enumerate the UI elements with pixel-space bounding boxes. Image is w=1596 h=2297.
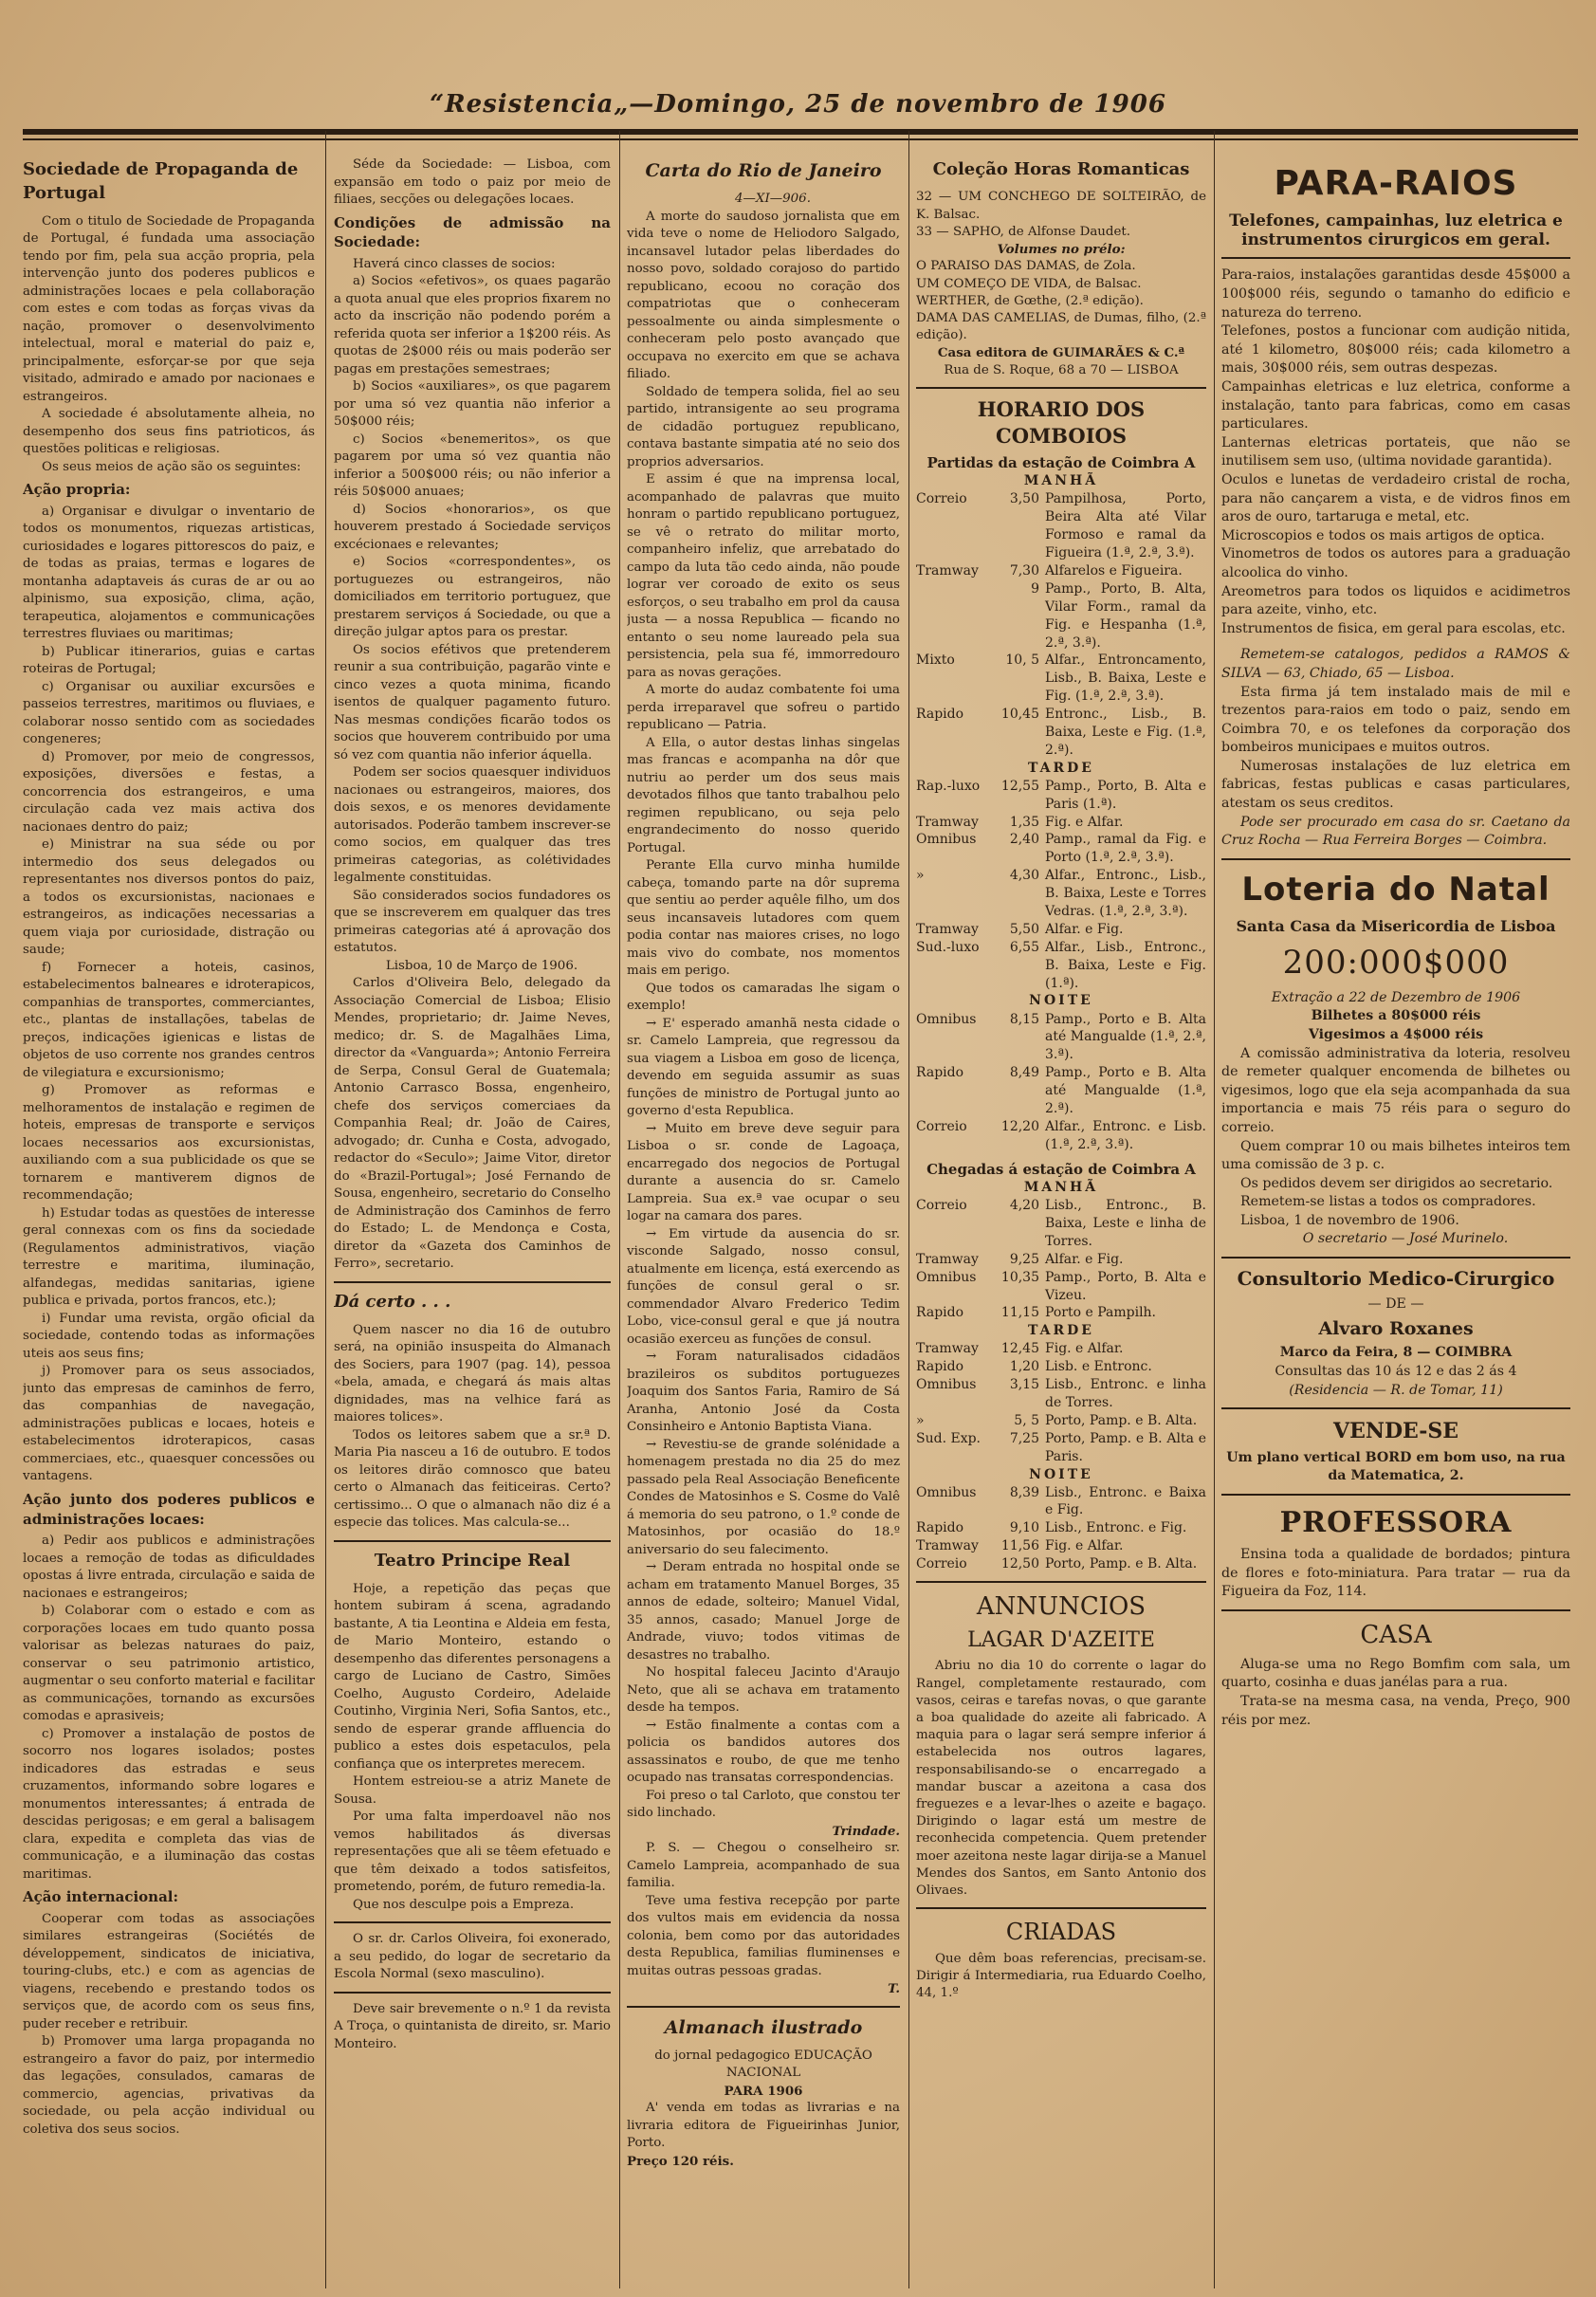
paragraph: g) Promover as reformas e melhoramentos de instalação e regimen de hoteis, empresas de transporte e serviços locaes necessarios aos excursionistas, auxiliando com a sua publicidade os que se tornarem e mantiverem dignos de recommendação; bbox=[23, 1083, 315, 1204]
timetable-row bbox=[916, 1376, 1206, 1412]
timetable-row bbox=[916, 1537, 1206, 1555]
ad-text: Ensina toda a qualidade de bordados; pintura de flores e foto-miniatura. Para tratar — rua da Figueira da Foz, 114. bbox=[1221, 1547, 1570, 1600]
train-time: 9 bbox=[1031, 580, 1039, 597]
train-time: 12,55 bbox=[1000, 778, 1039, 794]
paragraph: A morte do audaz combatente foi uma perda irreparavel que sofreu o partido republicano — Patria. bbox=[627, 683, 900, 733]
timetable-row bbox=[916, 706, 1206, 760]
paragraph: e) Socios «correspondentes», os portuguezes ou estrangeiros, não domiciliados em territorio portuguez, que prestarem serviços á Sociedade, ou que a direção julgar aptos para os prestar. bbox=[334, 555, 611, 640]
timetable-row bbox=[916, 652, 1206, 706]
ad-text: A comissão administrativa da loteria, resolveu de remeter qualquer encomenda de bilhetes ou vigesimos, logo que ela seja acompanhada da sua importancia e mais 75 réis para o seguro do correio. bbox=[1221, 1045, 1570, 1135]
train-time: 10,45 bbox=[1000, 707, 1039, 723]
list-item: DAMA DAS CAMELIAS, de Dumas, filho, (2.ª edição). bbox=[916, 311, 1206, 343]
paragraph: Com o titulo de Sociedade de Propaganda de Portugal, é fundada uma associação tendo por fim, pela sua acção propria, pela intervenção junto dos poderes publicos e administrações locaes e pela collaboração com estes e com todas as forças vivas da nação, promover o desenvolvimento intelectual, moral e material do paiz e, principalmente, esforçar-se por que seja visitado, admirado e amado por nacionaes e estrangeiros. bbox=[23, 213, 315, 404]
train-type: Sud. Exp. bbox=[916, 1430, 981, 1446]
ad-text: Marco da Feira, 8 — COIMBRA bbox=[1279, 1345, 1513, 1361]
train-type bbox=[916, 580, 984, 652]
paragraph: Cooperar com todas as associações similares estrangeiras (Sociétés de développement, sindicatos de iniciativa, touring-clubs, etc.) e com as agencias de viagens, recebendo e prestando todos os serviços que, de acordo com os seus fins, puder receber e retribuir. bbox=[23, 1911, 315, 2031]
train-route: Alfar. e Fig. bbox=[1045, 1251, 1124, 1267]
train-route: Pamp., Porto, B. Alta e Vizeu. bbox=[1045, 1269, 1206, 1303]
train-time: 12,45 bbox=[1000, 1341, 1039, 1357]
paragraph: Hontem estreiou-se a atriz Manete de Sousa. bbox=[334, 1774, 611, 1807]
subheading: Volumes no prélo: bbox=[997, 242, 1126, 258]
masthead-rule bbox=[23, 129, 1578, 135]
section-heading: Condições de admissão na Sociedade: bbox=[334, 213, 611, 251]
paragraph: → E' esperado amanhã nesta cidade o sr. Camelo Lampreia, que regressou da sua viagem a Lisboa em goso de licença, devendo em seguida assumir as suas funções de ministro de Portugal junto ao governo d'esta Republica. bbox=[627, 1016, 900, 1119]
train-type: Rapido bbox=[916, 1305, 964, 1321]
train-route: Pamp., ramal da Fig. e Porto (1.ª, 2.ª, 3.ª). bbox=[1045, 832, 1206, 866]
timetable-departures-night bbox=[916, 1011, 1206, 1154]
train-route: Fig. e Alfar. bbox=[1045, 814, 1124, 830]
paragraph: Que nos desculpe pois a Empreza. bbox=[353, 1897, 575, 1912]
separator bbox=[334, 1992, 611, 1994]
timetable-departures-afternoon bbox=[916, 778, 1206, 993]
train-type: Rap.-luxo bbox=[916, 778, 981, 794]
paragraph: i) Fundar uma revista, orgão oficial da sociedade, contendo todas as informações uteis aos seus fins; bbox=[23, 1311, 315, 1361]
train-type: Sud.-luxo bbox=[916, 939, 980, 955]
ad-text: Remetem-se listas a todos os compradores. bbox=[1240, 1194, 1536, 1210]
paragraph: Séde da Sociedade: — Lisboa, com expansão em todo o paiz por meio de filiaes, secções ou delegações locaes. bbox=[334, 157, 611, 207]
paragraph: E assim é que na imprensa local, acompanhado de palavras que muito honram o partido republicano portuguez, se vê o retrato do militar morto, companheiro infeliz, que arrebatado do campo da luta tão cedo ainda, não poude lograr ver coroado de exito os seus esforços, o seu trabalho em prol da causa justa — a nossa Republica — ficando no entanto o seu nome laureado pela sua persistencia, pela sua fé, immorredouro para as novas gerações. bbox=[627, 472, 900, 680]
train-time: 3,15 bbox=[1009, 1377, 1039, 1393]
paragraph: a) Organisar e divulgar o inventario de todos os monumentos, riquezas artisticas, curiosidades e logares pittorescos do paiz, e de todas as praias, termas e logares de montanha adaptaveis ás curas de ar ou ao alpinismo, sua exposição, clima, ação, terapeutica, alojamentos e communicações terrestres fluviaes ou maritimas; bbox=[23, 504, 315, 642]
ad-subtitle: Santa Casa da Misericordia de Lisboa bbox=[1236, 916, 1556, 935]
masthead: “Resistencia„—Domingo, 25 de novembro de 1906 bbox=[430, 90, 1166, 119]
section-title: ANNUNCIOS bbox=[976, 1592, 1147, 1622]
timetable-row bbox=[916, 490, 1206, 562]
paragraph: Soldado de tempera solida, fiel ao seu partido, intransigente ao seu programa de cidadão portuguez republicano, contava bastante simpatia até no seio dos proprios adversarios. bbox=[627, 384, 900, 469]
train-time: 7,25 bbox=[1009, 1430, 1039, 1446]
paragraph: → Revestiu-se de grande solénidade a homenagem prestada no dia 25 do mez passado pela Real Associação Beneficente Condes de Matosinhos e S. Cosme do Valê á memoria do seu patrono, o 1.º conde de Matosinhos, por ocasião do 18.º aniversario do seu falecimento. bbox=[627, 1437, 900, 1557]
train-time: 4,30 bbox=[1009, 868, 1039, 884]
paragraph: → Foram naturalisados cidadãos brazileiros os subditos portuguezes Joaquim dos Santos Faria, Ramiro de Sá Aranha, Antonio José da Costa Consinheiro e Antonio Baptista Viana. bbox=[627, 1350, 900, 1435]
timetable-row bbox=[916, 1269, 1206, 1305]
timetable-row bbox=[916, 939, 1206, 993]
paragraph: d) Promover, por meio de congressos, exposições, diversões e festas, a concorrencia dos estrangeiros, e uma circulação cada vez mais activa dos nacionaes dentro do paiz; bbox=[23, 749, 315, 835]
price: Vigesimos a 4$000 réis bbox=[1308, 1026, 1484, 1042]
timetable-title: HORARIO DOS COMBOIOS bbox=[977, 396, 1146, 449]
train-route: Alfar., Entronc. e Lisb. (1.ª, 2.ª, 3.ª). bbox=[1045, 1118, 1206, 1152]
list-item: UM COMEÇO DE VIDA, de Balsac. bbox=[916, 276, 1142, 291]
train-route: Alfar. e Fig. bbox=[1045, 921, 1124, 937]
train-route: Alfar., Lisb., Entronc., B. Baixa, Leste e Fig. (1.ª). bbox=[1045, 939, 1206, 991]
timetable-arrivals-afternoon bbox=[916, 1340, 1206, 1465]
paragraph: Todos os leitores sabem que a sr.ª D. Maria Pia nasceu a 16 de outubro. E todos os leitores dirão comnosco que bateu certo o Almanach das feiticeiras. Certo? certissimo... O que o almanach não diz é a especie das tolices. Mas calcula-se... bbox=[334, 1427, 611, 1531]
timetable-row bbox=[916, 814, 1206, 832]
paragraph: Os socios efétivos que pretenderem reunir a sua contribuição, pagarão vinte e cinco vezes a quota minima, ficando isentos de qualquer pagamento futuro. Nas mesmas condições ficarão todos os socios que houverem contribuido por uma só vez com quantia não inferior áquella. bbox=[334, 642, 611, 763]
train-time: 5,50 bbox=[1009, 921, 1039, 937]
paragraph: b) Socios «auxiliares», os que pagarem por uma só vez quantia não inferior a 50$000 réis; bbox=[334, 379, 611, 430]
ad-text: Pode ser procurado em casa do sr. Caetano da Cruz Rocha — Rua Ferreira Borges — Coimbra. bbox=[1221, 814, 1570, 849]
period-label: NOITE bbox=[1029, 1466, 1093, 1482]
train-time: 1,20 bbox=[1009, 1359, 1039, 1375]
column-divider bbox=[325, 131, 326, 2288]
timetable-row bbox=[916, 831, 1206, 867]
train-route: Porto, Pamp. e B. Alta. bbox=[1045, 1412, 1198, 1428]
publisher: Casa editora de GUIMARÃES & C.ª bbox=[937, 345, 1185, 361]
paragraph: → Deram entrada no hospital onde se acham em tratamento Manuel Borges, 35 annos de edade, solteiro; Manuel Vidal, 35 annos, casado; Manuel Jorge de Andrade, viuvo; todos vitimas de desastres no trabalho. bbox=[627, 1560, 900, 1663]
signature: Trindade. bbox=[832, 1823, 900, 1839]
separator bbox=[1221, 1494, 1570, 1496]
train-time: 4,20 bbox=[1009, 1198, 1039, 1214]
period-label: NOITE bbox=[1029, 993, 1093, 1009]
paragraph: Que todos os camaradas lhe sigam o exemplo! bbox=[627, 981, 900, 1014]
ad-text: Lisboa, 1 de novembro de 1906. bbox=[1240, 1212, 1459, 1228]
train-type: Omnibus bbox=[916, 1011, 977, 1027]
ad-item: Instrumentos de fisica, em geral para escolas, etc. bbox=[1221, 620, 1566, 636]
train-type: Correio bbox=[916, 1198, 967, 1214]
column-3 bbox=[627, 156, 900, 2281]
train-route: Alfarelos e Figueira. bbox=[1045, 562, 1183, 579]
train-route: Fig. e Alfar. bbox=[1045, 1341, 1124, 1357]
paragraph: d) Socios «honorarios», os que houverem prestado á Sociedade serviços excécionaes e relevantes; bbox=[334, 502, 611, 552]
paragraph: Foi preso o tal Carloto, que constou ter sido linchado. bbox=[627, 1788, 900, 1821]
train-type: Correio bbox=[916, 1118, 967, 1134]
timetable-row bbox=[916, 1484, 1206, 1520]
paragraph: Perante Ella curvo minha humilde cabeça, tomando parte na dôr suprema que sentiu ao perder aquêle filho, um dos seus incansaveis lutadores com quem podia contar nas maiores crises, no logo mais vivo do combate, nos momentos mais em perigo. bbox=[627, 858, 900, 979]
separator bbox=[334, 1921, 611, 1923]
train-type: Correio bbox=[916, 491, 967, 507]
timetable-arrivals-night bbox=[916, 1484, 1206, 1573]
timetable-row bbox=[916, 1011, 1206, 1065]
train-time: 3,50 bbox=[1009, 491, 1039, 507]
ad-text: Esta firma já tem instalado mais de mil e trezentos para-raios em todo o paiz, sendo em Coimbra 70, e os telefones da corporação dos bombeiros municipaes e muitos outros. bbox=[1221, 684, 1570, 756]
publisher-address: Rua de S. Roque, 68 a 70 — LISBOA bbox=[944, 362, 1179, 377]
list-item: O PARAISO DAS DAMAS, de Zola. bbox=[916, 259, 1136, 274]
timetable-row bbox=[916, 778, 1206, 814]
ad-title: CRIADAS bbox=[1005, 1919, 1117, 1946]
timetable-row bbox=[916, 580, 1206, 652]
ad-item: Microscopios e todos os mais artigos de optica. bbox=[1221, 527, 1545, 543]
paragraph: a) Socios «efetivos», os quaes pagarão a quota anual que eles proprios fixarem no acto da inscrição não podendo porém a referida quota ser inferior a 1$200 réis. As quotas de 2$000 réis ou mais poderão ser pagas em prestações semestraes; bbox=[334, 274, 611, 377]
separator bbox=[1221, 257, 1570, 259]
paragraph: Os seus meios de ação são os seguintes: bbox=[42, 459, 302, 474]
separator bbox=[334, 1540, 611, 1542]
timetable-row bbox=[916, 1197, 1206, 1251]
section-heading: Ação internacional: bbox=[23, 1888, 179, 1906]
list-item: 32 — UM CONCHEGO DE SOLTEIRÃO, de K. Balsac. bbox=[916, 190, 1206, 222]
list-item: 33 — SAPHO, de Alfonse Daudet. bbox=[916, 224, 1131, 239]
ad-subtitle: do jornal pedagogico EDUCAÇÃO NACIONAL bbox=[654, 2048, 872, 2081]
timetable-row bbox=[916, 921, 1206, 939]
timetable-subtitle: Chegadas á estação de Coimbra A bbox=[926, 1160, 1196, 1178]
train-type: Tramway bbox=[916, 1341, 979, 1357]
paragraph: A morte do saudoso jornalista que em vida teve o nome de Heliodoro Salgado, incansavel lutador pelas liberdades do nosso povo, soldado corajoso do partido republicano, ecoou no coração dos compatriotas que o conheceram pessoalmente ou ainda simplesmente o conheceram pelo posto avançado que occupava no exercito em que se achava filiado. bbox=[627, 209, 900, 382]
train-type: Omnibus bbox=[916, 1269, 977, 1285]
train-type: Rapido bbox=[916, 1065, 964, 1081]
paragraph: Podem ser socios quaesquer individuos nacionaes ou estrangeiros, maiores, dos dois sexos, e os menores devidamente autorisados. Poderão tambem inscrever-se como socios, em qualquer das tres primeiras categorias, as colétividades legalmente constituidas. bbox=[334, 765, 611, 886]
dateline: 4—XI—906. bbox=[735, 192, 811, 207]
train-type: Mixto bbox=[916, 652, 955, 669]
signature: T. bbox=[888, 1981, 900, 1997]
timetable-row bbox=[916, 1251, 1206, 1269]
dateline: Lisboa, 10 de Março de 1906. bbox=[385, 958, 578, 973]
train-time: 10,35 bbox=[1000, 1269, 1039, 1285]
timetable-row bbox=[916, 1412, 1206, 1430]
paragraph: c) Organisar ou auxiliar excursões e passeios terrestres, maritimos ou fluviaes, e colaborar nosso sentido com as sociedades congeneres; bbox=[23, 679, 315, 747]
ad-text: (Residencia — R. de Tomar, 11) bbox=[1289, 1382, 1503, 1398]
paragraph: e) Ministrar na sua séde ou por intermedio dos seus delegados ou representantes nos diversos pontos do paiz, a todos os excursionistas, nacionaes e estrangeiros, as indicações necessarias a quem viaja por curiosidade, distração ou saude; bbox=[23, 837, 315, 958]
timetable-row bbox=[916, 1358, 1206, 1376]
train-time: 11,56 bbox=[1000, 1538, 1039, 1554]
train-time: 6,55 bbox=[1009, 939, 1039, 955]
ad-title: Loteria do Natal bbox=[1241, 870, 1550, 909]
train-route: Fig. e Alfar. bbox=[1045, 1538, 1124, 1554]
train-type: Tramway bbox=[916, 814, 979, 830]
paragraph: Deve sair brevemente o n.º 1 da revista A Troça, o quintanista de direito, sr. Mario Monteiro. bbox=[334, 2001, 611, 2051]
section-heading: Ação junto dos poderes publicos e administrações locaes: bbox=[23, 1490, 315, 1528]
timetable-row bbox=[916, 867, 1206, 921]
train-route: Lisb., Entronc. e Baixa e Fig. bbox=[1045, 1484, 1206, 1518]
paragraph: c) Promover a instalação de postos de socorro nos logares isolados; postes indicadores das estradas e seus cruzamentos, informando sobre logares e monumentos interessantes; á entrada de descidas perigosas; e em geral a balisagem clara, expedita e completa das vias de communicação, e a iluminação das costas maritimas. bbox=[23, 1726, 315, 1882]
timetable-departures-morning bbox=[916, 490, 1206, 759]
paragraph: A' venda em todas as livrarias e na livraria editora de Figueirinhas Junior, Porto. bbox=[627, 2101, 900, 2151]
train-type: Omnibus bbox=[916, 1377, 977, 1393]
paragraph: P. S. — Chegou o conselheiro sr. Camelo Lampreia, acompanhado de sua familia. bbox=[627, 1841, 900, 1891]
timetable-row bbox=[916, 1555, 1206, 1573]
lottery-prize: 200:000$000 bbox=[1282, 943, 1510, 982]
ad-text: Numerosas instalações de luz eletrica em fabricas, festas publicas e casas particulares, atestam os seus creditos. bbox=[1221, 758, 1570, 812]
column-4 bbox=[916, 156, 1206, 2281]
train-time: 9,25 bbox=[1009, 1251, 1039, 1267]
timetable-subtitle: Partidas da estação de Coimbra A bbox=[926, 453, 1196, 471]
train-route: Lisb., Entronc. e linha de Torres. bbox=[1045, 1377, 1206, 1410]
paragraph: Carlos d'Oliveira Belo, delegado da Associação Comercial de Lisboa; Elisio Mendes, proprietario; dr. Jaime Neves, medico; dr. S. de Magalhães Lima, director da «Vanguarda»; Antonio Ferreira de Serpa, Consul Geral de Guatemala; Antonio Carrasco Bossa, engenheiro, chefe dos serviços comerciaes da Companhia Real; dr. João de Caires, advogado; dr. Cunha e Costa, advogado, redactor do «Seculo»; Jaime Vitor, diretor do «Brazil-Portugal»; José Fernando de Sousa, engenheiro, secretario do Conselho de Administração dos Caminhos de ferro do Estado; L. de Mendonça e Costa, diretor da «Gazeta dos Caminhos de Ferro», secretario. bbox=[334, 976, 611, 1272]
train-time: 8,39 bbox=[1009, 1484, 1039, 1500]
paragraph: → Muito em breve deve seguir para Lisboa o sr. conde de Lagoaça, encarregado dos negocios de Portugal durante a ausencia do sr. Camelo Lampreia. Sua ex.ª vae ocupar o seu logar na camara dos pares. bbox=[627, 1121, 900, 1224]
train-type: Rapido bbox=[916, 707, 964, 723]
train-time: 12,50 bbox=[1000, 1556, 1039, 1572]
train-route: Lisb., Entronc., B. Baixa, Leste e linha de Torres. bbox=[1045, 1198, 1206, 1249]
train-route: Alfar., Entronc., Lisb., B. Baixa, Leste e Torres Vedras. (1.ª, 2.ª, 3.ª). bbox=[1045, 868, 1206, 920]
ad-item: Vinometros de todos os autores para a graduação alcoolica do vinho. bbox=[1221, 546, 1570, 580]
train-route: Pamp., Porto, B. Alta, Vilar Form., ramal da Fig. e Hespanha (1.ª, 2.ª, 3.ª). bbox=[1045, 580, 1206, 651]
ad-subtitle: PARA 1906 bbox=[724, 2083, 803, 2099]
ad-title: VENDE-SE bbox=[1333, 1419, 1458, 1444]
period-label: MANHÃ bbox=[1023, 473, 1099, 489]
masthead-rule-thin bbox=[23, 138, 1578, 140]
paragraph: j) Promover para os seus associados, junto das empresas de caminhos de ferro, das companhias de navegação, administrações publicas e locaes, hoteis e estabelecimentos idroterapicos, casas commerciaes, etc., quaesquer concessões ou vantagens. bbox=[23, 1364, 315, 1484]
section-heading: Ação propria: bbox=[23, 481, 131, 499]
ad-title: Almanach ilustrado bbox=[664, 2016, 863, 2038]
paragraph: b) Promover uma larga propaganda no estrangeiro a favor do paiz, por intermedio das legações, consulados, camaras de commercio, agencias, privativas da sociedade, ou pela acção individual ou coletiva dos seus socios. bbox=[23, 2034, 315, 2137]
train-type: Tramway bbox=[916, 1251, 979, 1267]
paragraph: Hoje, a repetição das peças que hontem subiram á scena, agradando bastante, A tia Leontina e Aldeia em festa, de Mario Monteiro, estando o desempenho das diferentes personagens a cargo de Luciano de Castro, Simões Coelho, Augusto Cordeiro, Adelaide Coutinho, Virginia Neri, Sofia Santos, etc., sendo de esperar grande affluencia do publico a estes dois espetaculos, pela confiança que os interpretes merecem. bbox=[334, 1581, 611, 1772]
train-route: Pamp., Porto, B. Alta e Paris (1.ª). bbox=[1045, 778, 1206, 812]
column-1 bbox=[23, 156, 315, 2281]
train-time: 10, 5 bbox=[1005, 652, 1039, 669]
list-item: WERTHER, de Gœthe, (2.ª edição). bbox=[916, 293, 1144, 308]
train-route: Alfar., Entroncamento, Lisb., B. Baixa, Leste e Fig. (1.ª, 2.ª, 3.ª). bbox=[1045, 652, 1206, 705]
timetable-row bbox=[916, 1519, 1206, 1537]
ad-text: — DE — bbox=[1367, 1296, 1424, 1312]
train-time: 5, 5 bbox=[1014, 1412, 1039, 1428]
train-type: Omnibus bbox=[916, 832, 977, 848]
ad-title: CASA bbox=[1360, 1620, 1432, 1649]
train-type: Rapido bbox=[916, 1520, 964, 1536]
paragraph: c) Socios «benemeritos», os que pagarem por uma só vez quantia não inferior a 500$000 réis; ou não inferior a réis 50$000 anuaes; bbox=[334, 432, 611, 500]
ad-text: Consultas das 10 ás 12 e das 2 ás 4 bbox=[1275, 1364, 1517, 1380]
separator bbox=[1221, 1257, 1570, 1259]
column-5 bbox=[1221, 156, 1570, 2281]
ad-text: Remetem-se catalogos, pedidos a RAMOS & SILVA — 63, Chiado, 65 — Lisboa. bbox=[1221, 647, 1570, 681]
timetable-row bbox=[916, 1340, 1206, 1358]
separator bbox=[627, 2006, 900, 2008]
paragraph: A sociedade é absolutamente alheia, no desempenho dos seus fins patrioticos, ás questões politicas e religiosas. bbox=[23, 407, 315, 457]
train-route: Lisb. e Entronc. bbox=[1045, 1359, 1152, 1375]
paragraph: Por uma falta imperdoavel não nos vemos habilitados ás diversas representações que ali se têem efetuado e que têm deixado a todos satisfeitos, prometendo, porém, de futuro remedia-la. bbox=[334, 1810, 611, 1895]
separator bbox=[1221, 1609, 1570, 1611]
timetable-row bbox=[916, 1118, 1206, 1154]
paragraph: São considerados socios fundadores os que se inscreverem em qualquer das tres primeiras categorias até á aprovação dos estatutos. bbox=[334, 888, 611, 956]
paragraph: → Em virtude da ausencia do sr. visconde Salgado, nosso consul, atualmente em licença, está exercendo as funções de consul geral o sr. commendador Alvaro Frederico Tedim Lobo, vice-consul geral e que já noutra ocasião exerceu as funções de consul. bbox=[627, 1226, 900, 1347]
train-type: » bbox=[916, 1412, 925, 1428]
paragraph: No hospital faleceu Jacinto d'Araujo Neto, que ali se achava em tratamento desde ha tempos. bbox=[627, 1665, 900, 1716]
train-time: 7,30 bbox=[1009, 562, 1039, 579]
ad-title: Consultorio Medico-Cirurgico bbox=[1237, 1267, 1555, 1291]
train-time: 2,40 bbox=[1009, 832, 1039, 848]
train-route: Porto e Pampilh. bbox=[1045, 1305, 1157, 1321]
ad-text: Quem comprar 10 ou mais bilhetes inteiros tem uma comissão de 3 p. c. bbox=[1221, 1138, 1570, 1173]
ad-item: Lanternas eletricas portateis, que não se inutilisem sem uso, (ultima novidade garantida). bbox=[1221, 434, 1570, 469]
paragraph: Haverá cinco classes de socios: bbox=[353, 256, 556, 271]
ad-title: Alvaro Roxanes bbox=[1318, 1318, 1474, 1340]
train-type: Correio bbox=[916, 1556, 967, 1572]
train-time: 8,49 bbox=[1009, 1065, 1039, 1081]
ad-text: Abriu no dia 10 do corrente o lagar do Rangel, completamente restaurado, com vasos, ceiras e tarefas novas, o que garante a boa qualidade do azeite ali fabricado. A maquia para o lagar será sempre inferior á estabelecida nos outros lagares, responsabilisando-se o encarregado a mandar buscar a azeitona a casa dos freguezes e a levar-lhes o azeite e bagaço. Dirigindo o lagar está um mestre de reconhecida competencia. Quem pretender moer azeitona neste lagar dirija-se a Manuel Mendes dos Santos, em Santo Antonio dos Olivaes. bbox=[916, 1659, 1206, 1899]
article-title: Dá certo . . . bbox=[334, 1291, 451, 1312]
ad-item: Para-raios, instalações garantidas desde 45$000 a 100$000 réis, segundo o tamanho do edificio e natureza do terreno. bbox=[1221, 267, 1570, 321]
separator bbox=[916, 387, 1206, 389]
signature: O secretario — José Murinelo. bbox=[1302, 1231, 1509, 1247]
period-label: MANHÃ bbox=[1023, 1180, 1099, 1196]
train-time: 1,35 bbox=[1009, 814, 1039, 830]
paragraph: a) Pedir aos publicos e administrações locaes a remoção de todas as dificuldades opostas á livre entrada, circulação e saida de nacionaes e estrangeiros; bbox=[23, 1534, 315, 1601]
column-divider bbox=[1214, 131, 1215, 2288]
ad-text: Extração a 22 de Dezembro de 1906 bbox=[1271, 989, 1521, 1005]
article-title: Sociedade de Propaganda de Portugal bbox=[23, 159, 299, 203]
timetable-row bbox=[916, 1304, 1206, 1322]
separator bbox=[1221, 1407, 1570, 1409]
price: Preço 120 réis. bbox=[627, 2153, 734, 2169]
article-title: Coleção Horas Romanticas bbox=[932, 159, 1190, 179]
ad-title: LAGAR D'AZEITE bbox=[967, 1628, 1155, 1653]
paragraph: Quem nascer no dia 16 de outubro será, na opinião insuspeita do Almanach des Sociers, para 1907 (pag. 14), pessoa «bela, amada, e chegará ás mais altas dignidades, mas na velhice fará as maiores tolices». bbox=[334, 1322, 611, 1425]
timetable-row bbox=[916, 562, 1206, 580]
ad-item: Telefones, postos a funcionar com audição nitida, até 1 kilometro, 80$000 réis; cada kilometro a mais, 30$000 réis, sem outras despezas. bbox=[1221, 323, 1570, 377]
timetable-row bbox=[916, 1064, 1206, 1118]
paragraph: f) Fornecer a hoteis, casinos, estabelecimentos balneares e idroterapicos, companhias de transportes, commerciantes, etc., plantas de installações, tabelas de preços, indicações igienicas e listas de objetos de uso corrente nos grandes centros de vilegiatura e excursionismo; bbox=[23, 960, 315, 1080]
train-type: Rapido bbox=[916, 1359, 964, 1375]
column-2 bbox=[334, 156, 611, 2281]
period-label: TARDE bbox=[1028, 760, 1094, 776]
ad-title: PROFESSORA bbox=[1279, 1505, 1513, 1539]
train-type: Omnibus bbox=[916, 1484, 977, 1500]
ad-item: Areometros para todos os liquidos e acidimetros para azeite, vinho, etc. bbox=[1221, 583, 1570, 618]
train-type: Tramway bbox=[916, 921, 979, 937]
train-type: Tramway bbox=[916, 562, 979, 579]
train-route: Pamp., Porto e B. Alta até Mangualde (1.ª, 2.ª, 3.ª). bbox=[1045, 1011, 1206, 1063]
paragraph: Teve uma festiva recepção por parte dos vultos mais em evidencia da nossa colonia, bem como por das autoridades desta Republica, familias fluminenses e muitas outras pessoas gradas. bbox=[627, 1893, 900, 1978]
train-route: Pamp., Porto e B. Alta até Mangualde (1.ª, 2.ª). bbox=[1045, 1065, 1206, 1116]
ad-item: Oculos e lunetas de verdadeiro cristal de rocha, para não cançarem a vista, e de vidros finos em aros de ouro, tartaruga e metal, etc. bbox=[1221, 471, 1570, 525]
train-time: 8,15 bbox=[1009, 1011, 1039, 1027]
period-label: TARDE bbox=[1028, 1323, 1094, 1339]
separator bbox=[916, 1581, 1206, 1583]
timetable-row bbox=[916, 1430, 1206, 1466]
train-time: 12,20 bbox=[1000, 1118, 1039, 1134]
article-title: Carta do Rio de Janeiro bbox=[645, 160, 882, 181]
train-time: 11,15 bbox=[1000, 1305, 1039, 1321]
paragraph: h) Estudar todas as questões de interesse geral connexas com os fins da sociedade (Regulamentos administrativos, viação terrestre e maritima, iluminação, alfandegas, medidas sanitarias, igiene publica e privada, portos francos, etc.); bbox=[23, 1205, 315, 1309]
ad-item: Campainhas eletricas e luz eletrica, conforme a instalação, tanto para fabricas, como em casas particulares. bbox=[1221, 379, 1570, 432]
paragraph: b) Publicar itinerarios, guias e cartas roteiras de Portugal; bbox=[23, 644, 315, 677]
train-route: Porto, Pamp. e B. Alta. bbox=[1045, 1556, 1198, 1572]
ad-text: Os pedidos devem ser dirigidos ao secretario. bbox=[1240, 1175, 1553, 1191]
train-route: Porto, Pamp. e B. Alta e Paris. bbox=[1045, 1430, 1206, 1464]
train-time: 9,10 bbox=[1009, 1520, 1039, 1536]
ad-text: Trata-se na mesma casa, na venda, Preço, 900 réis por mez. bbox=[1221, 1694, 1570, 1728]
train-route: Entronc., Lisb., B. Baixa, Leste e Fig. (1.ª, 2.ª). bbox=[1045, 707, 1206, 758]
train-type: Tramway bbox=[916, 1538, 979, 1554]
train-type: » bbox=[916, 868, 925, 884]
ad-text: Que dêm boas referencias, precisam-se. Dirigir á Intermediaria, rua Eduardo Coelho, 44, 1.º bbox=[916, 1951, 1206, 2001]
ad-subtitle: Telefones, campainhas, luz eletrica e instrumentos cirurgicos em geral. bbox=[1229, 211, 1563, 250]
separator bbox=[916, 1907, 1206, 1909]
article-title: Teatro Principe Real bbox=[374, 1550, 571, 1571]
column-divider bbox=[908, 131, 909, 2288]
paragraph: O sr. dr. Carlos Oliveira, foi exonerado, a seu pedido, do logar de secretario da Escola Normal (sexo masculino). bbox=[334, 1932, 611, 1982]
column-divider bbox=[619, 131, 620, 2288]
separator bbox=[1221, 858, 1570, 860]
price: Bilhetes a 80$000 réis bbox=[1311, 1008, 1481, 1024]
paragraph: A Ella, o autor destas linhas singelas mas francas e acompanha na dôr que nutriu ao perder um dos seus mais devotados filhos que tanto trabalhou pelo regimen republicano, ou seja pelo engrandecimento do nosso querido Portugal. bbox=[627, 735, 900, 855]
paragraph: → Estão finalmente a contas com a policia os bandidos autores dos assassinatos e roubo, de que me tenho ocupado nas transatas correspondencias. bbox=[627, 1718, 900, 1786]
paragraph: b) Colaborar com o estado e com as corporações locaes em tudo quanto possa valorisar as belezas naturaes do paiz, conservar o seu patrimonio artistico, augmentar o seu conforto material e facilitar as communicações, tornando as excursões comodas e aprasiveis; bbox=[23, 1604, 315, 1724]
ad-text: Aluga-se uma no Rego Bomfim com sala, um quarto, cosinha e duas janélas para a rua. bbox=[1221, 1656, 1570, 1691]
separator bbox=[334, 1281, 611, 1283]
train-route: Pampilhosa, Porto, Beira Alta até Vilar Formoso e ramal da Figueira (1.ª, 2.ª, 3.ª). bbox=[1045, 491, 1206, 561]
train-route: Lisb., Entronc. e Fig. bbox=[1045, 1520, 1187, 1536]
timetable-arrivals-morning bbox=[916, 1197, 1206, 1322]
ad-title: PARA-RAIOS bbox=[1274, 164, 1518, 203]
ad-text: Um plano vertical BORD em bom uso, na rua da Matematica, 2. bbox=[1226, 1449, 1566, 1484]
